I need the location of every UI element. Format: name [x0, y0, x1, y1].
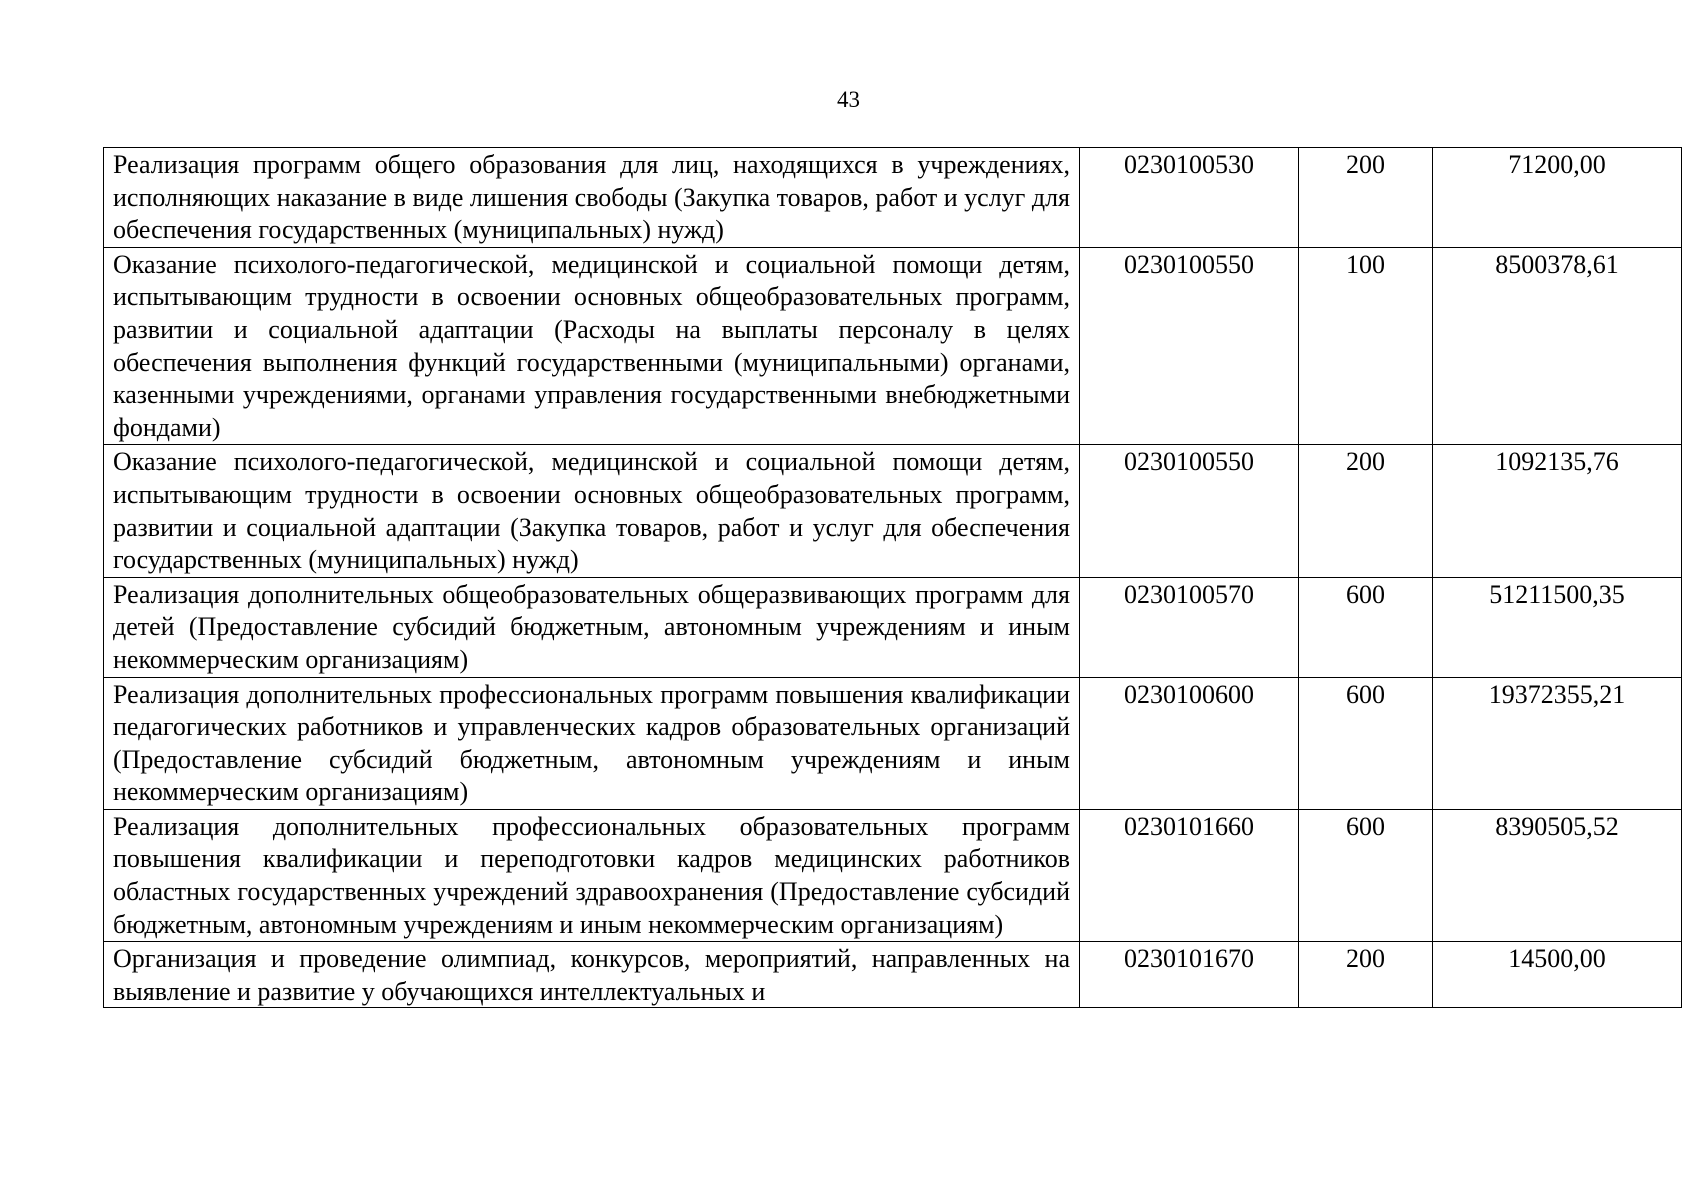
- row-target-code: 0230100530: [1080, 148, 1299, 248]
- row-expense-type: 600: [1299, 809, 1433, 941]
- row-description: Реализация дополнительных профессиональных образовательных программ повышения квалификации и переподготовки кадров медицинских работников областных государственных учреждений здравоохранения (Предоставление субсидий бюджетным, автономным учреждениям и иным некоммерческим организациям): [104, 809, 1080, 941]
- table-row: [104, 445, 1682, 577]
- row-target-code: 0230101670: [1080, 942, 1299, 1008]
- table-row: [104, 148, 1682, 248]
- row-amount: 14500,00: [1433, 942, 1682, 1008]
- row-description: Организация и проведение олимпиад, конкурсов, мероприятий, направленных на выявление и развитие у обучающихся интеллектуальных и: [113, 944, 1070, 1006]
- row-expense-type: 600: [1299, 577, 1433, 677]
- row-target-code: 0230100570: [1080, 577, 1299, 677]
- row-amount: 8500378,61: [1433, 247, 1682, 445]
- row-expense-type: 200: [1299, 445, 1433, 577]
- row-amount: 71200,00: [1433, 148, 1682, 248]
- table-row: [104, 942, 1682, 1008]
- row-description-cell: [104, 942, 1080, 1008]
- row-expense-type: 200: [1299, 148, 1433, 248]
- row-target-code: 0230100550: [1080, 247, 1299, 445]
- table-row: [104, 577, 1682, 677]
- row-amount: 1092135,76: [1433, 445, 1682, 577]
- row-description: Оказание психолого-педагогической, медицинской и социальной помощи детям, испытывающим трудности в освоении основных общеобразовательных программ, развитии и социальной адаптации (Расходы на выплаты персоналу в целях обеспечения выполнения функций государственными (муниципальными) органами, казенными учреждениями, органами управления государственными внебюджетными фондами): [104, 247, 1080, 445]
- table-row: [104, 247, 1682, 445]
- row-expense-type: 100: [1299, 247, 1433, 445]
- row-expense-type: 600: [1299, 677, 1433, 809]
- row-amount: 8390505,52: [1433, 809, 1682, 941]
- row-amount: 19372355,21: [1433, 677, 1682, 809]
- table-row: [104, 809, 1682, 941]
- row-description: Реализация программ общего образования для лиц, находящихся в учреждениях, исполняющих наказание в виде лишения свободы (Закупка товаров, работ и услуг для обеспечения государственных (муниципальных) нужд): [104, 148, 1080, 248]
- row-target-code: 0230100600: [1080, 677, 1299, 809]
- row-target-code: 0230101660: [1080, 809, 1299, 941]
- row-amount: 51211500,35: [1433, 577, 1682, 677]
- row-description: Реализация дополнительных профессиональных программ повышения квалификации педагогических работников и управленческих кадров образовательных организаций (Предоставление субсидий бюджетным, автономным учреждениям и иным некоммерческим организациям): [104, 677, 1080, 809]
- budget-table: [103, 147, 1682, 1008]
- table-row: [104, 677, 1682, 809]
- row-target-code: 0230100550: [1080, 445, 1299, 577]
- row-description: Оказание психолого-педагогической, медицинской и социальной помощи детям, испытывающим трудности в освоении основных общеобразовательных программ, развитии и социальной адаптации (Закупка товаров, работ и услуг для обеспечения государственных (муниципальных) нужд): [104, 445, 1080, 577]
- page-number: 43: [837, 87, 860, 112]
- row-description: Реализация дополнительных общеобразовательных общеразвивающих программ для детей (Предоставление субсидий бюджетным, автономным учреждениям и иным некоммерческим организациям): [104, 577, 1080, 677]
- row-expense-type: 200: [1299, 942, 1433, 1008]
